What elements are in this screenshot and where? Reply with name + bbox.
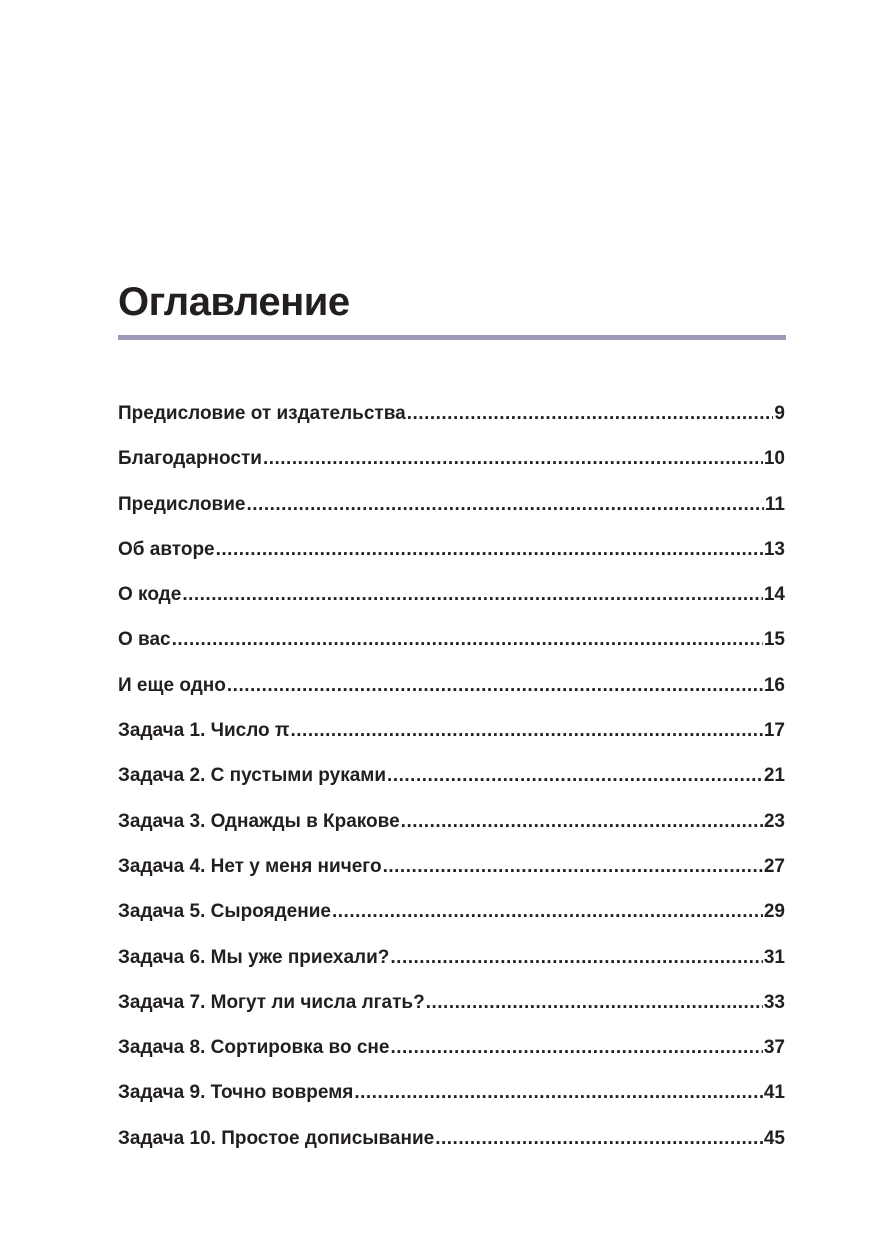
toc-entry-label: Задача 5. Сыроядение: [118, 901, 331, 923]
toc-dot-leader: [172, 624, 763, 656]
toc-entry[interactable]: [118, 670, 785, 715]
toc-entry-page: 41: [763, 1082, 785, 1104]
toc-entry[interactable]: [118, 534, 785, 579]
toc-entry[interactable]: [118, 1123, 785, 1168]
toc-entry-page: 37: [763, 1037, 785, 1059]
toc-entry[interactable]: [118, 489, 785, 534]
toc-dot-leader: [383, 851, 763, 883]
toc-entry-label: Задача 7. Могут ли числа лгать?: [118, 991, 425, 1013]
toc-entry-label: Задача 10. Простое дописывание: [118, 1127, 435, 1149]
toc-dot-leader: [216, 534, 763, 566]
toc-entry-label: О коде: [118, 584, 182, 606]
toc-entry-label: Задача 4. Нет у меня ничего: [118, 855, 382, 877]
toc-entry-page: 17: [763, 720, 785, 742]
toc-dot-leader: [227, 670, 763, 702]
toc-entry-page: 45: [763, 1127, 785, 1149]
toc-dot-leader: [354, 1077, 763, 1109]
toc-entry-page: 27: [763, 855, 785, 877]
toc-dot-leader: [332, 896, 763, 928]
toc-dot-leader: [435, 1123, 763, 1155]
toc-entry[interactable]: [118, 715, 785, 760]
toc-entry-label: Задача 3. Однажды в Кракове: [118, 810, 400, 832]
title-rule: [118, 335, 786, 340]
toc-entry-label: Задача 6. Мы уже приехали?: [118, 946, 390, 968]
toc-entry[interactable]: [118, 851, 785, 896]
toc-entry-label: О вас: [118, 629, 171, 651]
toc-entry-page: 11: [764, 493, 785, 515]
toc-entry-page: 21: [763, 765, 785, 787]
page-title: Оглавление: [118, 280, 350, 324]
toc-entry-label: Задача 8. Сортировка во сне: [118, 1037, 390, 1059]
toc-entry-page: 10: [763, 448, 785, 470]
toc-entry-label: Задача 2. С пустыми руками: [118, 765, 387, 787]
toc-entry[interactable]: [118, 806, 785, 851]
toc-entry-page: 23: [763, 810, 785, 832]
toc-entry[interactable]: [118, 624, 785, 669]
toc-entry[interactable]: [118, 942, 785, 987]
toc-entry-label: Задача 1. Число π: [118, 720, 290, 742]
toc-entry-page: 33: [763, 991, 785, 1013]
toc-dot-leader: [387, 760, 763, 792]
toc-dot-leader: [426, 987, 763, 1019]
toc-dot-leader: [407, 398, 774, 430]
toc-entry-page: 14: [763, 584, 785, 606]
toc-entry[interactable]: [118, 579, 785, 624]
toc-entry[interactable]: [118, 443, 785, 488]
toc-entry-label: И еще одно: [118, 674, 226, 696]
toc-entry[interactable]: [118, 398, 785, 443]
toc-entry-page: 16: [763, 674, 785, 696]
toc-dot-leader: [390, 942, 762, 974]
toc-entry-label: Задача 9. Точно вовремя: [118, 1082, 354, 1104]
toc-entry[interactable]: [118, 987, 785, 1032]
toc-entry-page: 31: [763, 946, 785, 968]
toc-entry-label: Об авторе: [118, 538, 215, 560]
table-of-contents: [118, 398, 785, 1168]
toc-entry-label: Предисловие: [118, 493, 246, 515]
toc-dot-leader: [182, 579, 763, 611]
toc-entry[interactable]: [118, 1032, 785, 1077]
toc-entry-page: 9: [774, 403, 785, 424]
toc-entry[interactable]: [118, 760, 785, 805]
toc-entry-label: Предисловие от издательства: [118, 403, 406, 424]
toc-entry[interactable]: [118, 896, 785, 941]
toc-entry-label: Благодарности: [118, 448, 262, 470]
toc-dot-leader: [401, 806, 763, 838]
toc-dot-leader: [390, 1032, 762, 1064]
toc-entry-page: 29: [763, 901, 785, 923]
toc-dot-leader: [263, 443, 763, 475]
toc-dot-leader: [247, 489, 764, 521]
toc-entry-page: 13: [763, 538, 785, 560]
toc-dot-leader: [290, 715, 762, 747]
toc-entry[interactable]: [118, 1077, 785, 1122]
toc-entry-page: 15: [763, 629, 785, 651]
